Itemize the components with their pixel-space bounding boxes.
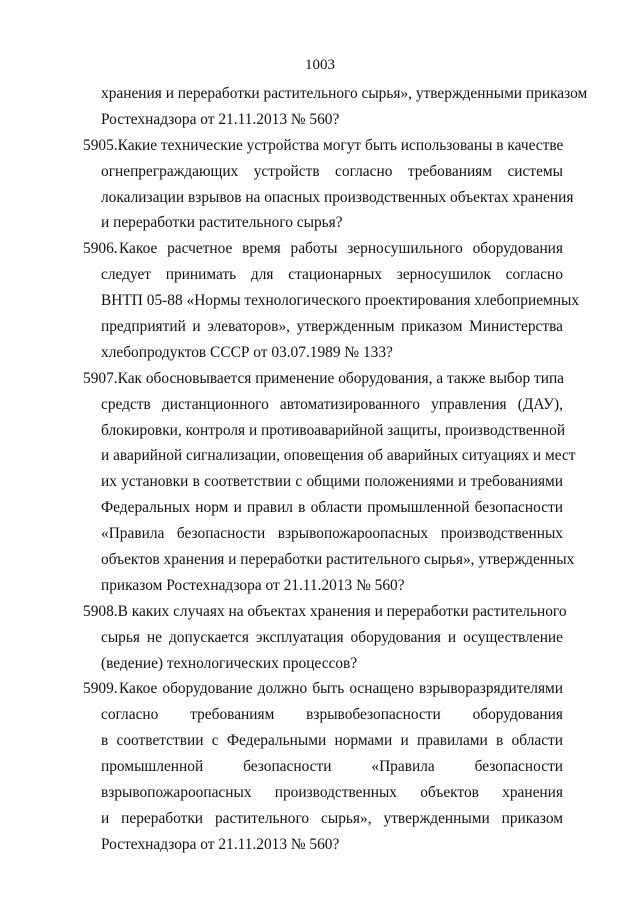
intro-line: хранения и переработки растительного сырья», утвержденными приказом <box>101 85 588 102</box>
question-item <box>83 133 574 237</box>
question-line: средств дистанционного автоматизированного управления (ДАУ), <box>101 395 563 413</box>
question-item <box>83 236 580 365</box>
question-line: объектов хранения и переработки растительного сырья», утвержденных <box>101 551 575 569</box>
question-line: огнепреграждающих устройств согласно требованиям системы <box>101 162 563 180</box>
question-line: согласно требованиям взрывобезопасности оборудования <box>101 706 563 724</box>
question-number: 5907. <box>83 369 118 387</box>
question-item <box>83 676 563 857</box>
question-line: предприятий и элеваторов», утвержденным приказом Министерства <box>101 318 563 336</box>
intro-line: Ростехнадзора от 21.11.2013 № 560? <box>101 110 340 128</box>
question-first-line: Как обосновывается применение оборудования, а также выбор типа <box>117 369 565 387</box>
question-line: и переработки растительного сырья», утвержденными приказом <box>101 809 563 827</box>
question-line: их установки в соответствии с общими положениями и требованиями <box>101 473 563 491</box>
question-number: 5909. <box>83 680 118 698</box>
question-first-line: Какие технические устройства могут быть использованы в качестве <box>117 136 564 154</box>
question-first-line: Какое оборудование должно быть оснащено взрыворазрядителями <box>119 680 563 698</box>
question-number: 5906. <box>83 240 118 258</box>
question-line: Ростехнадзора от 21.11.2013 № 560? <box>101 835 340 853</box>
questions-list <box>83 81 588 858</box>
question-item <box>83 599 567 677</box>
question-first-line: Какое расчетное время работы зерносушильного оборудования <box>119 240 563 258</box>
question-line: Федеральных норм и правил в области промышленной безопасности <box>101 499 563 517</box>
question-line: взрывопожароопасных производственных объектов хранения <box>101 784 563 802</box>
question-line: (ведение) технологических процессов? <box>101 654 358 672</box>
question-line: локализации взрывов на опасных производственных объектах хранения <box>101 188 574 206</box>
question-line: блокировки, контроля и противоаварийной защиты, производственной <box>101 421 566 439</box>
question-line: в соответствии с Федеральными нормами и правилами в области <box>101 732 563 750</box>
question-line: и переработки растительного сырья? <box>101 214 343 232</box>
question-line: хлебопродуктов СССР от 03.07.1989 № 133? <box>101 343 393 361</box>
question-line: приказом Ростехнадзора от 21.11.2013 № 560? <box>101 576 405 594</box>
question-first-line: В каких случаях на объектах хранения и переработки растительного <box>117 602 567 620</box>
question-item <box>83 366 576 599</box>
question-number: 5908. <box>83 602 118 620</box>
question-line: и аварийной сигнализации, оповещения об аварийных ситуациях и мест <box>101 447 576 465</box>
question-line: сырья не допускается эксплуатация оборудования и осуществление <box>101 628 563 646</box>
question-line: «Правила безопасности взрывопожароопасных производственных <box>101 525 563 543</box>
question-line: промышленной безопасности «Правила безопасности <box>101 758 563 776</box>
question-number: 5905. <box>83 136 118 154</box>
page-number: 1003 <box>305 57 335 73</box>
question-line: ВНТП 05-88 «Нормы технологического проектирования хлебоприемных <box>101 292 580 310</box>
question-line: следует принимать для стационарных зерносушилок согласно <box>101 266 563 284</box>
